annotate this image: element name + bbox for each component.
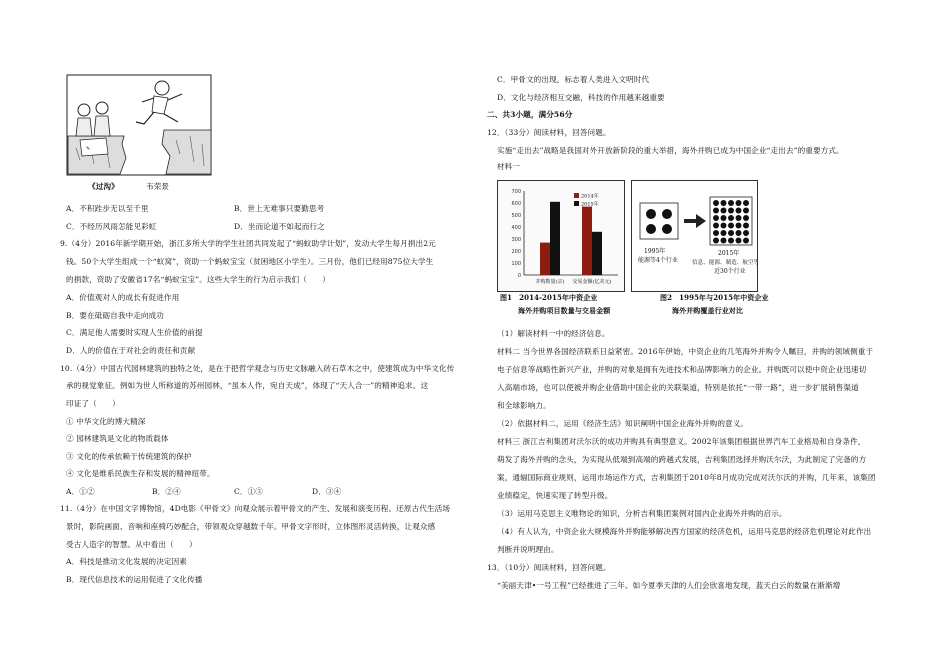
industry-dot [713, 208, 719, 214]
x-tick-label: 并购数量(宗) [535, 279, 565, 285]
q12-head: 12．（33分）阅读材料，回答问题。 [487, 128, 611, 137]
q10-option-c: C．①③ [234, 487, 263, 496]
fig2-left-year: 1995年 [644, 248, 666, 255]
industry-dot [728, 230, 734, 236]
industry-dot [743, 208, 749, 214]
q11-option-b: B．现代信息技术的运用促进了文化传播 [66, 575, 203, 584]
industry-dot [728, 223, 734, 229]
q12-sub-question-2: （2）依据材料二，运用《经济生活》知识阐明中国企业海外并购的意义。 [497, 419, 749, 428]
q10-line-3: 印证了（ ） [66, 399, 120, 408]
q9-option-b: B．要在砥砺自我中走向成功 [66, 311, 165, 320]
bar-2014年-1 [582, 207, 592, 275]
q11-option-d: D．文化与经济相互交融，科技的作用越来越重要 [497, 93, 665, 102]
industry-dot [743, 200, 749, 206]
industry-dot [736, 230, 742, 236]
q11-line-2: 景时，影院画面、音响和座椅巧妙配合，带领观众穿越数千年。甲骨文字形时，立体图形灵活转换，让观众感 [66, 522, 436, 531]
figure-1-caption-line-1: 图1 2014-2015年中资企业 [500, 293, 598, 302]
industry-dot [743, 215, 749, 221]
y-tick-label: 300 [511, 237, 521, 243]
q9-line-2: 钱。50个大学生组成一个“蚁窝”，资助一个蚂蚁宝宝（贫困地区小学生）。三月份，他们已经用875位大学生 [66, 257, 434, 266]
bar-chart-svg [498, 181, 624, 291]
industry-dot [736, 223, 742, 229]
industry-dot [743, 238, 749, 244]
y-tick-label: 0 [517, 273, 521, 279]
q8-option-d: D．坐而论道不如起而行之 [234, 222, 325, 231]
q12-material-1-line-1: 实施“走出去”战略是我国对外开放新阶段的重大举措，海外并购已成为中国企业“走出去”的重要方式。 [497, 146, 844, 155]
q10-option-a: A．①② [66, 487, 95, 496]
q9-option-a: A．价值观对人的成长有促进作用 [66, 293, 180, 302]
industry-dot [721, 230, 727, 236]
fig2-right-year: 2015年 [718, 250, 740, 257]
bar-2015年-0 [550, 202, 560, 275]
q8-option-c: C．不经历风雨怎能见彩虹 [66, 222, 157, 231]
figure-1-bar-chart [497, 180, 625, 292]
bar-2014年-0 [540, 243, 550, 275]
q12-material-2-line-2: 电子信息等战略性新兴产业，并购的对象是拥有先进技术和品牌影响力的企业。并购既可以使中资企业迅速切 [497, 365, 867, 374]
figure-1-caption-line-2: 海外并购项目数量与交易金额 [518, 306, 611, 315]
q12-material-2-line-1: 材料二 当今世界各国经济联系日益紧密。2016年伊始，中资企业的几笔海外并购令人瞩目，并购的领域侧重于 [497, 347, 874, 356]
industry-dot [721, 208, 727, 214]
y-tick-label: 500 [511, 213, 521, 219]
industry-dot [721, 238, 727, 244]
industry-dot [736, 208, 742, 214]
q13-material-line-1: “美丽天津•一号工程”已经推进了三年。如今夏季天津的人们会欣喜地发现，蓝天白云的数量在渐渐增 [497, 581, 841, 590]
q10-item-4: ④ 文化是维系民族生存和发展的精神纽带。 [66, 469, 215, 478]
q11-line-1: 11.（4分）在中国文字博物馆，4D电影《甲骨文》向观众展示着甲骨文的产生、发展和演变历程。还原古代生活场 [60, 504, 451, 513]
q12-material-3-line-2: 萌发了海外并购的念头，为实现从低端到高端的跨越式发展，吉利集团选择并购沃尔沃，为此制定了完备的方 [497, 455, 867, 464]
q8-option-b: B．世上无难事只要勤思考 [234, 204, 325, 213]
q10-item-1: ① 中华文化的博大精深 [66, 417, 146, 426]
industry-dot [721, 223, 727, 229]
bar-2015年-1 [592, 232, 602, 275]
industry-dot [721, 215, 727, 221]
y-tick-label: 400 [511, 225, 521, 231]
fig2-right-count: 近30个行业 [714, 268, 746, 275]
industry-dot [736, 200, 742, 206]
q10-item-2: ② 园林建筑是文化的物质载体 [66, 434, 169, 443]
industry-dot [713, 238, 719, 244]
legend-swatch [574, 193, 579, 198]
q12-sub-question-3: （3）运用马克思主义唯物论的知识，分析吉利集团案例对国内企业海外并购的启示。 [497, 509, 787, 518]
industry-dot [743, 223, 749, 229]
q12-material-3-line-4: 业绩稳定，快速实现了转型升级。 [497, 491, 613, 500]
q13-head: 13．（10分）阅读材料，回答问题。 [487, 563, 611, 572]
q10-option-b: B．②④ [152, 487, 181, 496]
industry-dot [736, 238, 742, 244]
industry-dot [728, 238, 734, 244]
q10-line-1: 10.（4分）中国古代园林建筑的独特之处，是在于把哲学观念与历史文脉融入砖石草木之中，使建筑成为中华文化传 [60, 364, 455, 373]
industry-dot [728, 208, 734, 214]
fig2-left-desc: 能源等4个行业 [638, 257, 678, 264]
industry-dot [713, 215, 719, 221]
q9-line-1: 9.（4分）2016年新学期开始，浙江多所大学的学生社团共同发起了“蚂蚁助学计划”，发动大学生每月捐出2元 [60, 239, 436, 248]
industry-dot [713, 200, 719, 206]
q11-option-c: C．甲骨文的出现，标志着人类进入文明时代 [497, 75, 650, 84]
y-tick-label: 700 [511, 189, 521, 195]
industry-dot [743, 230, 749, 236]
industry-dot [721, 200, 727, 206]
q12-material-2-line-4: 和全球影响力。 [497, 401, 551, 410]
figure-2-caption-line-1: 图2 1995年与2015年中资企业 [660, 293, 769, 302]
legend-label: 2015年 [581, 201, 599, 208]
cartoon-author: 韦荣景 [146, 182, 170, 191]
industry-dot [713, 230, 719, 236]
q9-option-d: D．人的价值在于对社会的责任和贡献 [66, 346, 196, 355]
y-tick-label: 100 [511, 261, 521, 267]
x-tick-label: 交易金额(亿美元) [572, 279, 612, 285]
q11-option-a: A．科技是推动文化发展的决定因素 [66, 557, 187, 566]
q9-option-c: C．满足他人需要时实现人生价值的前提 [66, 328, 203, 337]
q11-line-3: 受古人造字的智慧。从中看出（ ） [66, 540, 197, 549]
svg-text:✎: ✎ [86, 146, 91, 152]
q10-item-3: ③ 文化的传承依赖于传统建筑的保护 [66, 452, 192, 461]
q10-option-d: D．③④ [312, 487, 342, 496]
q12-material-2-line-3: 入高端市场，也可以使被并购企业借助中国企业的关联渠道，特别是依托“一带一路”，进一步扩展销售渠道 [497, 383, 859, 392]
legend-label: 2014年 [581, 193, 599, 200]
q10-line-2: 承的视觉象征。例如为世人所称道的苏州园林，“虽本人作，宛自天成”，体现了“天人合一”的精神追求。这 [66, 381, 429, 390]
q12-material-3-line-1: 材料三 浙江吉利集团对沃尔沃的成功并购具有典型意义。2002年该集团根据世界汽车工业格局和自身条件， [497, 437, 866, 446]
section-2-heading: 二、共3小题，满分56分 [487, 110, 573, 119]
q12-material-1-label: 材料一 [497, 162, 521, 171]
q8-option-a: A．不积跬步无以至千里 [66, 204, 149, 213]
industry-dot [713, 223, 719, 229]
fig2-right-desc: 信息、能源、制造、航空等 [692, 260, 757, 266]
figure-2-caption-line-2: 海外并购覆盖行业对比 [672, 306, 743, 315]
q12-sub-question-4-line-2: 判断并说明理由。 [497, 545, 559, 554]
figure-2-industry-comparison [631, 180, 758, 292]
legend-swatch [574, 201, 579, 206]
cartoon-title: 《过沟》 [88, 182, 119, 191]
cartoon-illustration [66, 74, 212, 176]
industry-dot [728, 200, 734, 206]
industry-diagram-svg [632, 181, 757, 291]
q12-material-3-line-3: 案，通辐国际商业规则，运用市场运作方式，吉利集团于2010年8月成功完成对沃尔沃的并购，几年来，该集团 [497, 473, 876, 482]
q9-line-3: 的捐款，资助了安徽省17名“蚂蚁宝宝”。这些大学生的行为启示我们（ ） [66, 275, 331, 284]
q12-sub-question-4-line-1: （4）有人认为，中资企业大规模海外并购能够解决西方国家的经济危机，运用马克思的经济危机理论对此作出 [497, 527, 872, 536]
y-tick-label: 200 [511, 249, 521, 255]
y-tick-label: 600 [511, 201, 521, 207]
industry-dot [728, 215, 734, 221]
q12-sub-question-1: （1）解读材料一中的经济信息。 [497, 329, 610, 338]
industry-dot [736, 215, 742, 221]
